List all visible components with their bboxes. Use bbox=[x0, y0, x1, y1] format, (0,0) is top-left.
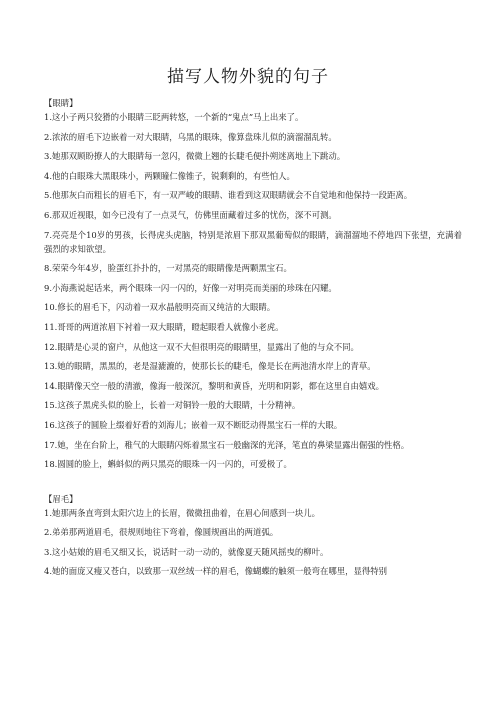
list-item: 4.她的面庞又瘦又苍白，以致那一双丝绒一样的眉毛，像蝴蝶的触须一般弯在哪里，显得特别 bbox=[44, 566, 387, 577]
list-item: 2.浓浓的眉毛下边嵌着一对大眼睛，乌黑的眼珠，像算盘珠儿似的滴溜溜乱转。 bbox=[44, 131, 337, 142]
list-item: 2.弟弟那两道眉毛，很规则地往下弯着，像圆规画出的两道弧。 bbox=[44, 527, 279, 538]
list-item: 15.这孩子黑虎头似的脸上，长着一对铜铃一般的大眼睛，十分精神。 bbox=[44, 400, 301, 411]
document-title: 描写人物外貌的句子 bbox=[167, 67, 329, 87]
list-item: 6.那双近视眼，如今已没有了一点灵气，仿佛里面藏着过多的忧伤，深不可测。 bbox=[44, 209, 337, 220]
document-body bbox=[44, 96, 462, 584]
list-item: 5.他那灰白而粗长的眉毛下，有一双严峻的眼睛、谁看到这双眼睛就会不自觉地和他保持一段距离。 bbox=[44, 190, 413, 201]
section-heading: 【眉毛】 bbox=[44, 493, 78, 504]
list-item: 18.圆圆的脸上，蝌蚪似的两只黑亮的眼珠一闪一闪的，可爱极了。 bbox=[44, 459, 292, 470]
list-item: 3.这小姑娘的眉毛又细又长，说话时一动一动的，就像夏天随风摇曳的柳叶。 bbox=[44, 546, 329, 557]
list-item: 9.小海燕说起话来，两个眼珠一闪一闪的，好像一对明亮而美丽的珍珠在闪耀。 bbox=[44, 282, 337, 293]
list-item: 12.眼睛是心灵的窗户，从他这一双不大但很明亮的眼睛里，显露出了他的与众不同。 bbox=[44, 341, 359, 352]
section-heading: 【眼睛】 bbox=[44, 98, 78, 108]
list-item: 14.眼睛像天空一般的清澈，像海一般深沉，黎明和黄昏，光明和阴影，都在这里自由嬉戏。 bbox=[44, 380, 384, 391]
section-eyes bbox=[44, 96, 462, 471]
list-item: 17.她，坐在台阶上，稚气的大眼睛闪烁着黑宝石一般幽深的光泽，笔直的鼻梁显露出倔强的性格。 bbox=[44, 439, 410, 450]
list-item: 3.她那双顾盼撩人的大眼睛每一忽闪，微微上翘的长睫毛便扑朔迷离地上下跳动。 bbox=[44, 151, 346, 162]
list-item: 16.这孩子的圆脸上缀着好看的刘海儿；嵌着一双不断眨动得黑宝石一样的大眼。 bbox=[44, 419, 343, 430]
list-item: 13.她的眼睛，黑黑的，老是湿漉漉的，使那长长的睫毛，像是长在两池清水岸上的青草。 bbox=[44, 361, 376, 372]
list-item: 1.这小子两只狡猾的小眼睛三眨两转悠，一个新的“鬼点”马上出来了。 bbox=[44, 112, 304, 122]
list-item: 11.哥哥的两道浓眉下衬着一双大眼睛，瞪起眼看人就像小老虎。 bbox=[44, 321, 284, 332]
list-item: 10.修长的眉毛下，闪动着一双水晶般明亮而又纯洁的大眼睛。 bbox=[44, 302, 276, 313]
list-item: 4.他的白眼珠大黑眼珠小，两颗瞳仁像锥子，锐剩剩的，有些怕人。 bbox=[44, 170, 295, 181]
list-item: 8.荣荣今年4岁，脸蛋红扑扑的，一对黑亮的眼睛像是两颗黑宝石。 bbox=[44, 263, 292, 274]
list-item: 7.亮亮是个10岁的男孩，长得虎头虎脑，特别是浓眉下那双黑葡萄似的眼睛，滴溜溜地不停地四下张望，充满着强烈的求知欲望。 bbox=[44, 229, 462, 254]
section-eyebrows bbox=[44, 492, 462, 579]
section-spacer bbox=[44, 477, 462, 492]
list-item: 1.她那两条直弯到太阳穴边上的长眉，微微扭曲着，在眉心间感到一块儿。 bbox=[44, 507, 320, 518]
